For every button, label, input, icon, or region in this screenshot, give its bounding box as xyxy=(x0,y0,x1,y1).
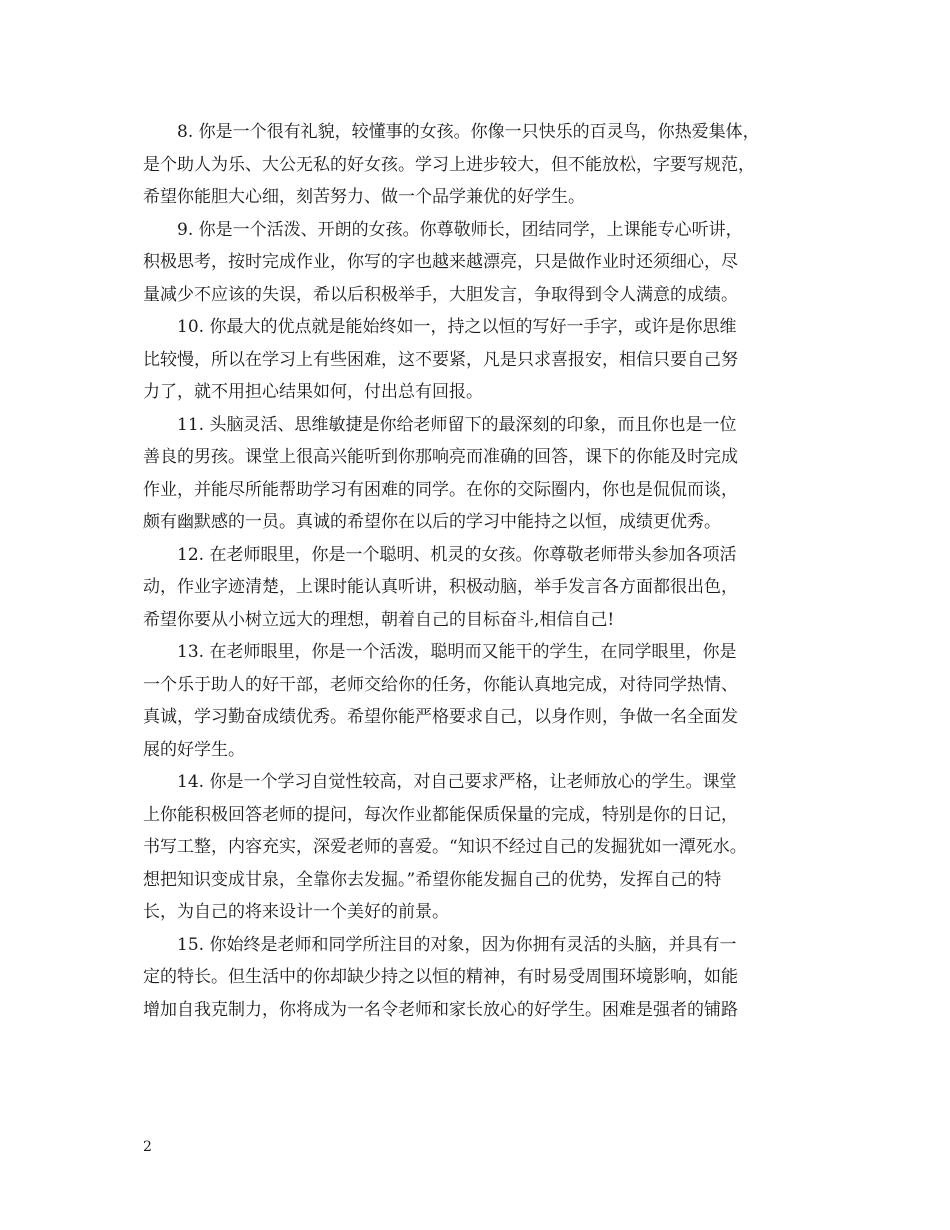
document-body xyxy=(143,116,833,1026)
paragraph-15 xyxy=(143,929,833,1027)
text-line: 作业，并能尽所能帮助学习有困难的同学。在你的交际圈内，你也是侃侃而谈， xyxy=(143,479,738,500)
text-line: 11. 头脑灵活、思维敏捷是你给老师留下的最深刻的印象，而且你也是一位 xyxy=(177,414,737,435)
text-line: 善良的男孩。课堂上很高兴能听到你那响亮而准确的回答，课下的你能及时完成 xyxy=(143,447,738,467)
paragraph-11 xyxy=(143,409,833,539)
text-line: 积极思考，按时完成作业，你写的字也越来越漂亮，只是做作业时还须细心，尽 xyxy=(143,252,738,272)
text-line: 一个乐于助人的好干部，老师交给你的任务，你能认真地完成，对待同学热情、 xyxy=(143,674,738,695)
text-line: 比较慢，所以在学习上有些困难，这不要紧，凡是只求喜报安，相信只要自己努 xyxy=(143,349,738,370)
text-line: 8. 你是一个很有礼貌，较懂事的女孩。你像一只快乐的百灵鸟，你热爱集体， xyxy=(177,122,760,142)
text-line: 颇有幽默感的一员。真诚的希望你在以后的学习中能持之以恒，成绩更优秀。 xyxy=(143,512,721,532)
text-line: 14. 你是一个学习自觉性较高，对自己要求严格，让老师放心的学生。课堂 xyxy=(177,772,737,792)
text-line: 量减少不应该的失误，希以后积极举手，大胆发言，争取得到令人满意的成绩。 xyxy=(143,284,738,305)
text-line: 想把知识变成甘泉，全靠你去发掘。”希望你能发掘自己的优势，发挥自己的特 xyxy=(143,869,722,890)
text-line: 10. 你最大的优点就是能始终如一，持之以恒的写好一手字，或许是你思维 xyxy=(177,317,737,337)
page-number: 2 xyxy=(143,1139,152,1155)
paragraph-13 xyxy=(143,636,833,766)
text-line: 书写工整，内容充实，深爱老师的喜爱。“知识不经过自己的发掘犹如一潭死水。 xyxy=(143,837,747,857)
text-line: 12. 在老师眼里，你是一个聪明、机灵的女孩。你尊敬老师带头参加各项活 xyxy=(177,544,737,565)
text-line: 希望你能胆大心细，刻苦努力、做一个品学兼优的好学生。 xyxy=(143,187,585,207)
paragraph-14 xyxy=(143,766,833,929)
text-line: 力了，就不用担心结果如何，付出总有回报。 xyxy=(143,382,483,402)
text-line: 长，为自己的将来设计一个美好的前景。 xyxy=(143,902,449,922)
text-line: 真诚，学习勤奋成绩优秀。希望你能严格要求自己，以身作则，争做一名全面发 xyxy=(143,707,738,727)
paragraph-8 xyxy=(143,116,833,214)
paragraph-10 xyxy=(143,311,833,409)
text-line: 动，作业字迹清楚，上课时能认真听讲，积极动脑，举手发言各方面都很出色， xyxy=(143,577,738,597)
text-line: 13. 在老师眼里，你是一个活泼，聪明而又能干的学生，在同学眼里，你是 xyxy=(177,642,737,662)
text-line: 展的好学生。 xyxy=(143,739,245,760)
text-line: 15. 你始终是老师和同学所注目的对象，因为你拥有灵活的头脑，并具有一 xyxy=(177,934,737,955)
text-line: 上你能积极回答老师的提问，每次作业都能保质保量的完成，特别是你的日记， xyxy=(143,804,738,825)
text-line: 希望你要从小树立远大的理想，朝着自己的目标奋斗,相信自己! xyxy=(143,609,615,630)
text-line: 增加自我克制力，你将成为一名令老师和家长放心的好学生。困难是强者的铺路 xyxy=(143,999,738,1020)
text-line: 9. 你是一个活泼、开朗的女孩。你尊敬师长，团结同学，上课能专心听讲， xyxy=(177,219,743,240)
paragraph-9 xyxy=(143,214,833,312)
paragraph-12 xyxy=(143,539,833,637)
text-line: 定的特长。但生活中的你却缺少持之以恒的精神，有时易受周围环境影响，如能 xyxy=(143,967,738,987)
text-line: 是个助人为乐、大公无私的好女孩。学习上进步较大，但不能放松，字要写规范， xyxy=(143,154,755,175)
